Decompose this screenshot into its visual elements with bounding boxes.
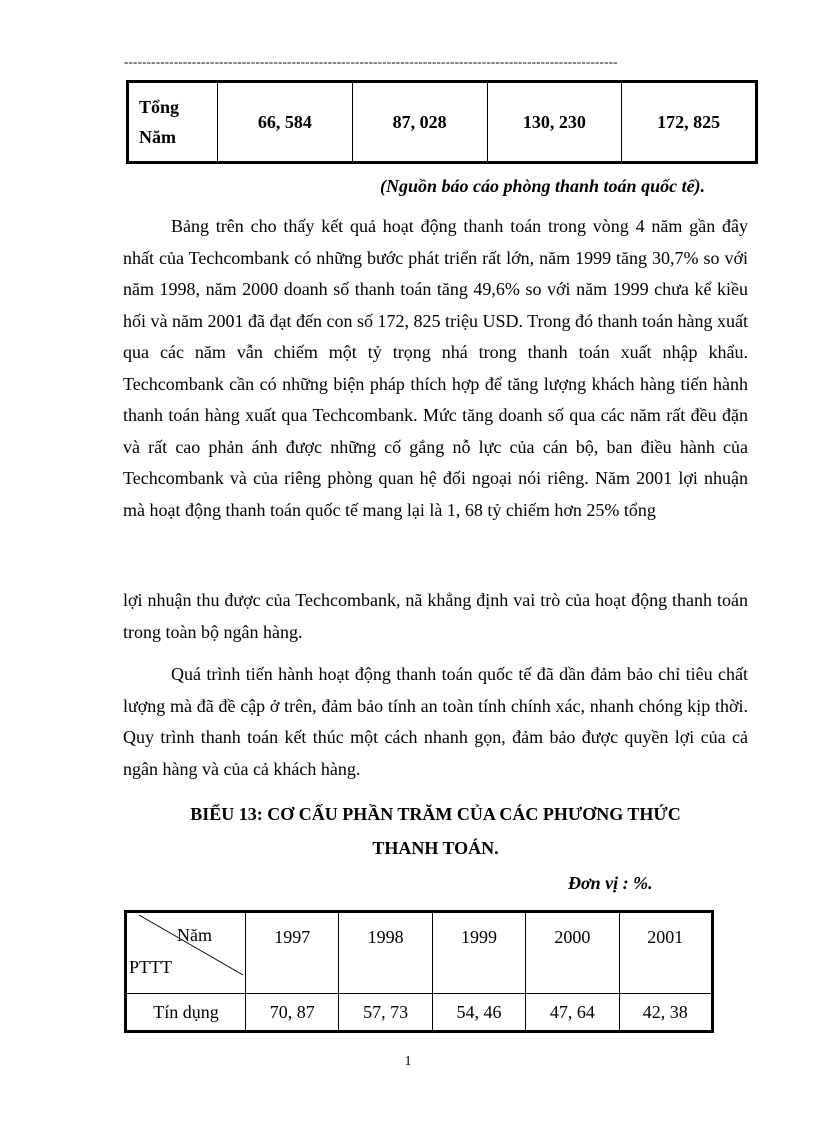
row-label-line2: Năm <box>139 127 176 147</box>
header-dashed-rule: ------------------------------------------------------------------------------------------------------------- <box>124 54 618 69</box>
unit-label: Đơn vị : %. <box>568 873 653 893</box>
year-header: 1999 <box>432 912 525 994</box>
percent-cell: 70, 87 <box>246 994 339 1032</box>
year-header: 1997 <box>246 912 339 994</box>
percent-cell: 47, 64 <box>526 994 619 1032</box>
body-paragraph-1: Bảng trên cho thấy kết quả hoạt động thanh toán trong vòng 4 năm gần đây nhất của Techcombank có những bước phát triển rất lớn, năm 1999 tăng 30,7% so với năm 1998, năm 2000 doanh số thanh toán tăng 49,6% so với năm 1999 chưa kể kiều hối và năm 2001 đã đạt đến con số 172, 825 triệu USD. Trong đó thanh toán hàng xuất qua các năm vẫn chiếm một tỷ trọng nhá trong thanh toán xuất nhập khẩu. Techcombank cần có những biện pháp thích hợp để tăng lượng khách hàng tiến hành thanh toán hàng xuất qua Techcombank. Mức tăng doanh số qua các năm rất đều đặn và rất cao phản ánh được những cố gắng nỗ lực của cán bộ, ban điều hành của Techcombank và của riêng phòng quan hệ đối ngoại nói riêng. Năm 2001 lợi nhuận mà hoạt động thanh toán quốc tế mang lại là 1, 68 tỷ chiếm hơn 25% tổng <box>123 216 748 520</box>
chart-heading <box>123 797 748 865</box>
value-cell: 87, 028 <box>352 82 487 163</box>
corner-year-label: Năm <box>177 925 212 945</box>
row-label-cell <box>128 82 218 163</box>
method-label: Tín dụng <box>126 994 246 1032</box>
table-header-row <box>126 912 713 994</box>
year-header: 2000 <box>526 912 619 994</box>
table-row <box>128 82 757 163</box>
year-header: 1998 <box>339 912 432 994</box>
value-cell: 172, 825 <box>622 82 757 163</box>
source-note: (Nguồn báo cáo phòng thanh toán quốc tế). <box>380 176 706 196</box>
body-paragraph-2: lợi nhuận thu được của Techcombank, nã khẳng định vai trò của hoạt động thanh toán trong toàn bộ ngân hàng. <box>123 590 748 642</box>
total-payment-table <box>126 80 758 164</box>
chart-heading-line2: THANH TOÁN. <box>372 838 499 858</box>
row-label-line1: Tổng <box>139 97 180 117</box>
table-row <box>126 994 713 1032</box>
percent-cell: 54, 46 <box>432 994 525 1032</box>
value-cell: 66, 584 <box>218 82 353 163</box>
year-header: 2001 <box>619 912 712 994</box>
corner-header-cell <box>126 912 246 994</box>
corner-method-label: PTTT <box>129 957 172 977</box>
chart-heading-line1: BIỂU 13: CƠ CẤU PHẦN TRĂM CỦA CÁC PHƯƠNG THỨC <box>190 804 681 824</box>
body-paragraph-3: Quá trình tiến hành hoạt động thanh toán quốc tế đã dần đảm bảo chỉ tiêu chất lượng mà đã đề cập ở trên, đảm bảo tính an toàn tính chính xác, nhanh chóng kịp thời. Quy trình thanh toán kết thúc một cách nhanh gọn, đảm bảo được quyền lợi của cả ngân hàng và của cả khách hàng. <box>123 664 748 779</box>
payment-method-percent-table <box>124 910 714 1033</box>
percent-cell: 42, 38 <box>619 994 712 1032</box>
page-number: 1 <box>404 1054 412 1069</box>
percent-cell: 57, 73 <box>339 994 432 1032</box>
value-cell: 130, 230 <box>487 82 622 163</box>
